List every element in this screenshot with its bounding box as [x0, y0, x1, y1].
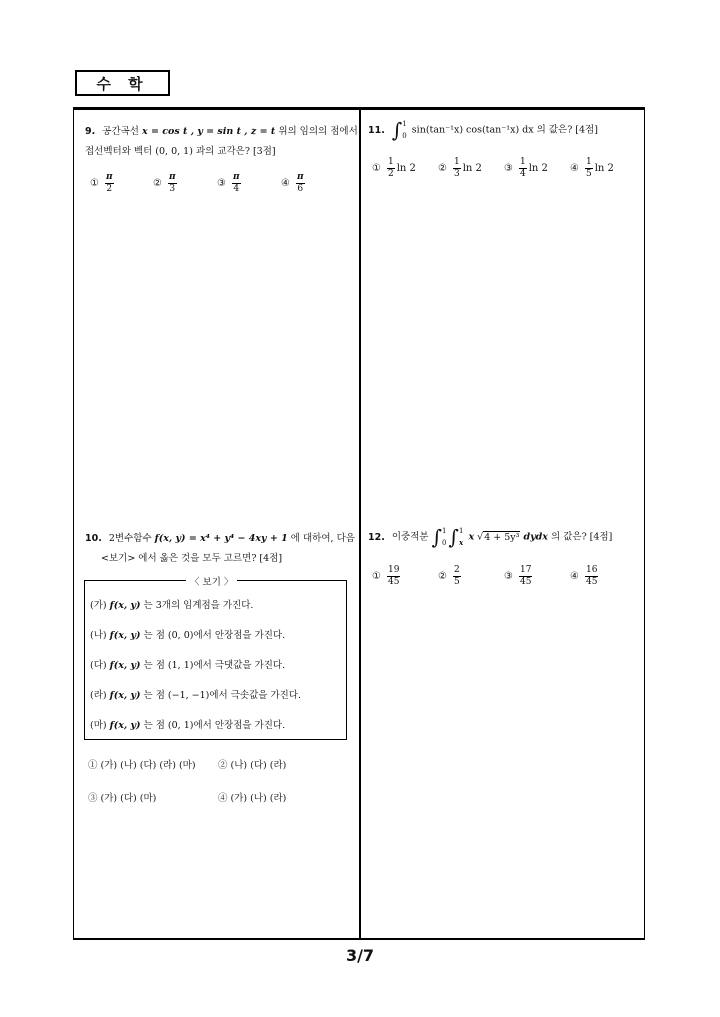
fraction: $\frac{2}{5}$	[453, 565, 460, 587]
choice-4[interactable]	[570, 157, 614, 180]
question-12	[368, 525, 612, 549]
curve-equation: x = cos t , y = sin t , z = t	[142, 126, 276, 137]
choice-mark: ②	[438, 163, 447, 174]
answer-option-1[interactable]: ① (가) (나) (다) (라) (마)	[88, 760, 196, 771]
bogi-item: (나) f(x, y) 는 점 (0, 0)에서 안장점을 가진다.	[90, 630, 286, 641]
sqrt-sign: √	[477, 531, 484, 543]
choice-3[interactable]	[504, 157, 548, 180]
question-text: 의 값은? [4점]	[536, 124, 598, 136]
choice-mark: ①	[90, 178, 99, 189]
choice-1[interactable]	[372, 157, 416, 180]
choice-3[interactable]	[217, 172, 243, 195]
question-text: 의 값은? [4점]	[551, 531, 613, 543]
integral-limits: 1 x	[458, 527, 464, 547]
column-divider	[359, 108, 361, 940]
fraction: $\frac{17}{45}$	[519, 565, 532, 587]
integral-limits: 1 0	[402, 120, 407, 140]
choice-value: ln 2	[528, 163, 548, 174]
page-number: 3/7	[345, 946, 375, 965]
question-number: 10.	[85, 533, 102, 544]
choice-mark: ③	[217, 178, 226, 189]
question-number: 12.	[368, 531, 385, 543]
question-text: <보기> 에서 옳은 것을 모두 고르면? [4점]	[101, 553, 283, 564]
integral-sign: ∫	[391, 118, 403, 142]
bogi-item: (다) f(x, y) 는 점 (1, 1)에서 극댓값을 가진다.	[90, 660, 286, 671]
bogi-item: (라) f(x, y) 는 점 (−1, −1)에서 극솟값을 가진다.	[90, 690, 302, 701]
choice-2[interactable]	[438, 565, 463, 588]
answer-option-4[interactable]: ④ (가) (나) (라)	[218, 793, 287, 804]
choice-4[interactable]	[570, 565, 600, 588]
vector-value: (0, 0, 1)	[155, 146, 193, 157]
fraction: $\frac{\pi}{2}$	[105, 172, 113, 194]
choice-mark: ②	[153, 178, 162, 189]
choice-mark: ③	[504, 571, 513, 582]
question-11	[368, 118, 598, 142]
fraction: $\frac{\pi}{3}$	[168, 172, 176, 194]
fraction: $\frac{1}{4}$	[519, 157, 526, 179]
question-text: 위의 임의의 점에서	[278, 126, 358, 137]
answer-option-2[interactable]: ② (나) (다) (라)	[218, 760, 287, 771]
fraction: $\frac{\pi}{4}$	[232, 172, 240, 194]
fraction: $\frac{1}{2}$	[387, 157, 394, 179]
subject-title: 수 학	[75, 70, 170, 96]
choice-1[interactable]	[372, 565, 402, 588]
integral-sign: ∫	[431, 525, 443, 549]
choice-mark: ④	[570, 163, 579, 174]
question-text: 2변수함수	[108, 533, 152, 544]
question-text: 이중적분	[391, 531, 429, 543]
choice-mark: ①	[372, 571, 381, 582]
bogi-item: (마) f(x, y) 는 점 (0, 1)에서 안장점을 가진다.	[90, 720, 286, 731]
choice-value: ln 2	[396, 163, 416, 174]
question-text: 접선벡터와 벡터	[85, 146, 153, 157]
fraction: $\frac{16}{45}$	[585, 565, 598, 587]
question-text: 공간곡선	[102, 126, 139, 137]
answer-option-3[interactable]: ③ (가) (다) (마)	[88, 793, 157, 804]
fraction: $\frac{1}{5}$	[585, 157, 592, 179]
question-number: 11.	[368, 124, 385, 136]
integral-limits: 1 0	[442, 527, 447, 547]
choice-3[interactable]	[504, 565, 534, 588]
differentials: dydx	[523, 531, 548, 543]
radicand: 4 + 5y³	[484, 531, 520, 543]
fraction: $\frac{\pi}{6}$	[296, 172, 304, 194]
choice-mark: ④	[281, 178, 290, 189]
integral-sign: ∫	[448, 525, 459, 549]
choice-mark: ④	[570, 571, 579, 582]
integrand: x	[468, 531, 475, 543]
choice-mark: ①	[372, 163, 381, 174]
fraction: $\frac{19}{45}$	[387, 565, 400, 587]
choice-value: ln 2	[594, 163, 614, 174]
question-number: 9.	[85, 126, 96, 137]
choice-2[interactable]	[438, 157, 482, 180]
choice-mark: ②	[438, 571, 447, 582]
question-9	[85, 122, 358, 162]
question-text: 과의 교각은? [3점]	[195, 146, 276, 157]
choice-2[interactable]	[153, 172, 179, 195]
choice-1[interactable]	[90, 172, 116, 195]
question-text: 에 대하여, 다음	[290, 533, 355, 544]
fraction: $\frac{1}{3}$	[453, 157, 460, 179]
question-10	[85, 529, 355, 569]
bogi-title: 〈 보기 〉	[186, 574, 237, 588]
choice-4[interactable]	[281, 172, 307, 195]
integrand: sin(tan⁻¹x) cos(tan⁻¹x) dx	[411, 124, 534, 136]
function-definition: f(x, y) = x⁴ + y⁴ − 4xy + 1	[154, 533, 288, 544]
choice-mark: ③	[504, 163, 513, 174]
bogi-item: (가) f(x, y) 는 3개의 임계점을 가진다.	[90, 600, 254, 611]
choice-value: ln 2	[462, 163, 482, 174]
